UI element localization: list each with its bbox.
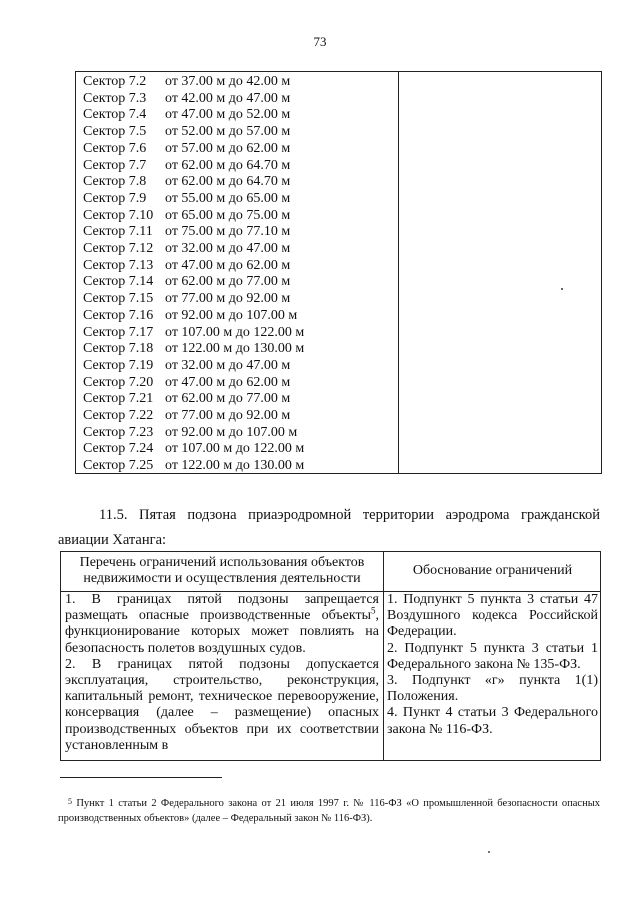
sector-name: Сектор 7.3: [83, 90, 147, 106]
sector-name: Сектор 7.2: [83, 74, 147, 89]
sector-name: Сектор 7.25: [83, 458, 154, 474]
sector-name: Сектор 7.15: [83, 291, 154, 307]
justification-header-cell: Обоснование ограничений: [412, 563, 573, 578]
sector-name: Сектор 7.14: [83, 274, 154, 290]
sector-row: [83, 375, 304, 392]
sector-row: [83, 258, 304, 275]
sector-row: [83, 141, 304, 158]
sector-row: [83, 224, 304, 241]
sector-list: [83, 74, 304, 475]
sector-row: [83, 107, 304, 124]
sector-name: Сектор 7.13: [83, 257, 154, 273]
sector-name: Сектор 7.10: [83, 207, 154, 223]
sector-range: от 75.00 м до 77.10 м: [165, 224, 291, 240]
sector-row: [83, 308, 304, 325]
sector-row: [83, 325, 304, 342]
sector-row: [83, 174, 304, 191]
sector-name: Сектор 7.17: [83, 324, 154, 340]
scan-dot: [488, 851, 490, 853]
sector-name: Сектор 7.6: [83, 140, 147, 156]
sector-range: от 122.00 м до 130.00 м: [165, 458, 305, 474]
sector-name: Сектор 7.8: [83, 174, 147, 190]
sector-range: от 122.00 м до 130.00 м: [165, 341, 305, 357]
sector-range: от 57.00 м до 62.00 м: [165, 140, 291, 156]
justification-item-2: 2. Подпункт 5 пункта 3 статьи 1 Федерального закона № 135-ФЗ.: [387, 640, 598, 672]
sector-row: [83, 408, 304, 425]
table-column-divider: [398, 72, 399, 473]
sector-row: [83, 341, 304, 358]
sector-name: Сектор 7.12: [83, 241, 154, 257]
sector-range: от 32.00 м до 47.00 м: [165, 241, 291, 257]
sector-row: [83, 208, 304, 225]
restriction-text: , функционирование которых может повлиять на безопасность полетов воздушных судов.: [65, 608, 379, 656]
sector-range: от 62.00 м до 64.70 м: [165, 157, 291, 173]
sector-name: Сектор 7.9: [83, 190, 147, 206]
sector-range: от 77.00 м до 92.00 м: [165, 408, 291, 424]
sector-row: [83, 74, 304, 91]
sector-range: от 107.00 м до 122.00 м: [165, 441, 305, 457]
sector-name: Сектор 7.18: [83, 341, 154, 357]
sector-row: [83, 241, 304, 258]
sector-name: Сектор 7.4: [83, 107, 147, 123]
sector-name: Сектор 7.24: [83, 441, 154, 457]
sector-range: от 62.00 м до 77.00 м: [165, 391, 291, 407]
sector-name: Сектор 7.16: [83, 307, 154, 323]
sector-range: от 47.00 м до 52.00 м: [165, 107, 291, 123]
justification-item-4: 4. Пункт 4 статьи 3 Федерального закона № 116-ФЗ.: [387, 705, 598, 737]
justification-cell: [387, 592, 598, 738]
sector-range: от 62.00 м до 77.00 м: [165, 274, 291, 290]
footnote-reference: 5: [371, 605, 376, 616]
footnote: [58, 796, 600, 826]
justification-item-3: 3. Подпункт «г» пункта 1(1) Положения.: [387, 673, 598, 705]
sector-name: Сектор 7.22: [83, 408, 154, 424]
sector-row: [83, 274, 304, 291]
sector-name: Сектор 7.5: [83, 124, 147, 140]
table-column-divider: [383, 552, 384, 760]
sector-row: [83, 391, 304, 408]
sector-range: от 42.00 м до 47.00 м: [165, 90, 291, 106]
footnote-separator: [60, 777, 222, 778]
sector-range: от 37.00 м до 42.00 м: [165, 74, 291, 89]
sector-range: от 47.00 м до 62.00 м: [165, 374, 291, 390]
sector-range: от 92.00 м до 107.00 м: [165, 307, 298, 323]
sector-name: Сектор 7.21: [83, 391, 154, 407]
restriction-item-2: 2. В границах пятой подзоны допускается эксплуатация, строительство, реконструкция, капитальный ремонт, техническое перевооружение, консервация (далее – размещение) опасных производственных объектов при их соответствии установленным в: [65, 656, 379, 753]
sector-table: [75, 71, 602, 474]
sector-range: от 62.00 м до 64.70 м: [165, 174, 291, 190]
sector-name: Сектор 7.23: [83, 424, 154, 440]
sector-range: от 107.00 м до 122.00 м: [165, 324, 305, 340]
sector-row: [83, 425, 304, 442]
footnote-text: Пункт 1 статьи 2 Федерального закона от 21 июля 1997 г. № 116-ФЗ «О промышленной безопасности опасных производственных объектов» (далее – Федеральный закон № 116-ФЗ).: [58, 798, 600, 824]
sector-row: [83, 191, 304, 208]
sector-row: [83, 458, 304, 475]
sector-range: от 65.00 м до 75.00 м: [165, 207, 291, 223]
section-heading: 11.5. Пятая подзона приаэродромной территории аэродрома гражданской авиации Хатанга:: [58, 507, 600, 548]
page-number: 73: [313, 34, 327, 49]
sector-name: Сектор 7.20: [83, 374, 154, 390]
sector-row: [83, 358, 304, 375]
restrictions-cell: [65, 592, 379, 754]
justification-item-1: 1. Подпункт 5 пункта 3 статьи 47 Воздушного кодекса Российской Федерации.: [387, 592, 598, 640]
sector-name: Сектор 7.7: [83, 157, 147, 173]
restrictions-table: [60, 551, 601, 761]
sector-range: от 92.00 м до 107.00 м: [165, 424, 298, 440]
sector-range: от 32.00 м до 47.00 м: [165, 357, 291, 373]
sector-range: от 47.00 м до 62.00 м: [165, 257, 291, 273]
sector-row: [83, 158, 304, 175]
footnote-mark: 5: [68, 797, 72, 806]
restriction-item-1: [65, 592, 379, 657]
sector-row: [83, 441, 304, 458]
sector-range: от 52.00 м до 57.00 м: [165, 124, 291, 140]
restrictions-header-cell: Перечень ограничений использования объектов недвижимости и осуществления деятельности: [79, 555, 365, 586]
sector-row: [83, 91, 304, 108]
sector-row: [83, 291, 304, 308]
restriction-text: 1. В границах пятой подзоны запрещается размещать опасные производственные объекты: [65, 592, 379, 624]
sector-range: от 77.00 м до 92.00 м: [165, 291, 291, 307]
sector-name: Сектор 7.19: [83, 357, 154, 373]
scan-dot: [561, 288, 563, 290]
sector-range: от 55.00 м до 65.00 м: [165, 190, 291, 206]
sector-row: [83, 124, 304, 141]
sector-name: Сектор 7.11: [83, 224, 153, 240]
